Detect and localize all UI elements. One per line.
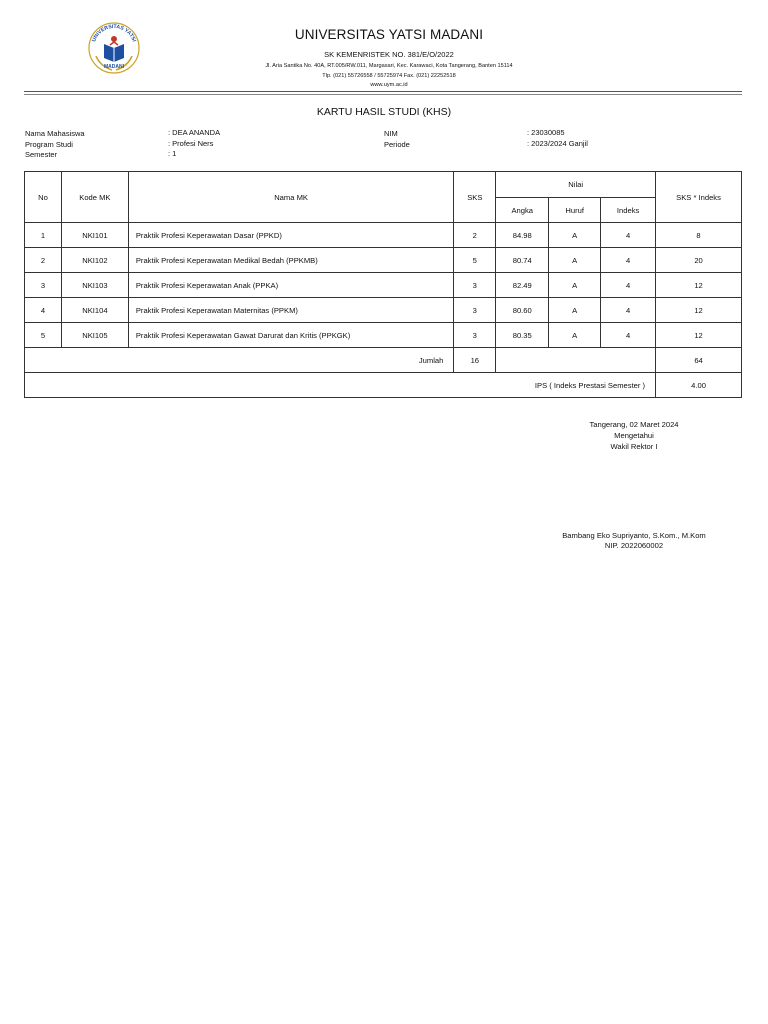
table-header-row <box>25 172 742 198</box>
header-no: No <box>25 172 62 223</box>
header-divider-secondary <box>24 94 742 95</box>
name-value: : DEA ANANDA <box>168 128 221 137</box>
cell-kode: NKI101 <box>61 223 128 248</box>
cell-no: 4 <box>25 298 62 323</box>
program-value: : Profesi Ners <box>168 138 214 148</box>
table-row <box>25 298 742 323</box>
header-kode: Kode MK <box>61 172 128 223</box>
cell-huruf: A <box>549 323 601 348</box>
cell-sks-indeks: 20 <box>656 248 742 273</box>
cell-nama: Praktik Profesi Keperawatan Gawat Darurat dan Kritis (PPKGK) <box>128 323 453 348</box>
signature-acknowledge: Mengetahui <box>614 431 654 440</box>
total-row <box>25 348 742 373</box>
cell-kode: NKI103 <box>61 273 128 298</box>
cell-angka: 80.35 <box>496 323 549 348</box>
table-row <box>25 273 742 298</box>
cell-no: 1 <box>25 223 62 248</box>
cell-sks-indeks: 12 <box>656 273 742 298</box>
total-label: Jumlah <box>25 348 454 373</box>
cell-sks: 3 <box>454 323 496 348</box>
ips-value: 4.00 <box>656 373 742 398</box>
table-row <box>25 323 742 348</box>
period-value: : 2023/2024 Ganjil <box>527 138 588 148</box>
table-row <box>25 223 742 248</box>
cell-sks-indeks: 12 <box>656 323 742 348</box>
cell-sks-indeks: 8 <box>656 223 742 248</box>
header-nilai: Nilai <box>496 172 656 198</box>
document-title: KARTU HASIL STUDI (KHS) <box>316 106 452 118</box>
cell-angka: 80.74 <box>496 248 549 273</box>
cell-angka: 82.49 <box>496 273 549 298</box>
sk-number: SK KEMENRISTEK NO. 381/E/O/2022 <box>324 50 454 59</box>
cell-nama: Praktik Profesi Keperawatan Dasar (PPKD) <box>128 223 453 248</box>
cell-sks: 2 <box>454 223 496 248</box>
nim-value: : 23030085 <box>527 128 565 137</box>
cell-huruf: A <box>549 273 601 298</box>
cell-huruf: A <box>549 223 601 248</box>
student-labels-right <box>384 129 410 150</box>
cell-kode: NKI104 <box>61 298 128 323</box>
ips-label: IPS ( Indeks Prestasi Semester ) <box>25 373 656 398</box>
table-row <box>25 248 742 273</box>
cell-indeks: 4 <box>601 223 656 248</box>
cell-angka: 84.98 <box>496 223 549 248</box>
signatory-nip: NIP. 2022060002 <box>604 541 664 550</box>
total-sks: 16 <box>454 348 496 373</box>
student-values-left <box>168 128 220 160</box>
header-sks: SKS <box>454 172 496 223</box>
university-website: www.uym.ac.id <box>370 82 408 88</box>
header-divider <box>24 91 742 92</box>
university-name: UNIVERSITAS YATSI MADANI <box>294 27 484 42</box>
signature-role: Wakil Rektor I <box>610 442 658 451</box>
ips-row <box>25 373 742 398</box>
cell-nama: Praktik Profesi Keperawatan Medikal Bedah (PPKMB) <box>128 248 453 273</box>
cell-huruf: A <box>549 248 601 273</box>
cell-sks: 3 <box>454 298 496 323</box>
header-sks-indeks: SKS * Indeks <box>656 172 742 223</box>
total-empty-cell <box>496 348 656 373</box>
nim-label: NIM <box>384 129 398 138</box>
grades-table <box>24 171 742 398</box>
student-labels-left <box>25 129 85 161</box>
signature-place-date: Tangerang, 02 Maret 2024 <box>589 420 679 429</box>
name-label: Nama Mahasiswa <box>25 129 85 138</box>
period-label: Periode <box>384 139 410 149</box>
total-sks-indeks: 64 <box>656 348 742 373</box>
cell-nama: Praktik Profesi Keperawatan Anak (PPKA) <box>128 273 453 298</box>
cell-sks: 3 <box>454 273 496 298</box>
cell-no: 5 <box>25 323 62 348</box>
semester-value: : 1 <box>168 149 177 158</box>
program-label: Program Studi <box>25 139 73 149</box>
header-indeks: Indeks <box>601 198 656 223</box>
header-huruf: Huruf <box>549 198 601 223</box>
student-values-right <box>527 128 588 149</box>
cell-angka: 80.60 <box>496 298 549 323</box>
cell-sks-indeks: 12 <box>656 298 742 323</box>
header-nama: Nama MK <box>128 172 453 223</box>
semester-label: Semester <box>25 150 58 159</box>
cell-kode: NKI105 <box>61 323 128 348</box>
cell-indeks: 4 <box>601 248 656 273</box>
cell-indeks: 4 <box>601 273 656 298</box>
cell-kode: NKI102 <box>61 248 128 273</box>
cell-indeks: 4 <box>601 298 656 323</box>
university-address: Jl. Aria Santika No. 40A, RT.005/RW.011, Margasari, Kec. Karawaci, Kota Tangerang, Banten 15114 <box>265 63 513 69</box>
header-angka: Angka <box>496 198 549 223</box>
signatory-name: Bambang Eko Supriyanto, S.Kom., M.Kom <box>562 531 706 540</box>
cell-no: 3 <box>25 273 62 298</box>
cell-sks: 5 <box>454 248 496 273</box>
cell-nama: Praktik Profesi Keperawatan Maternitas (PPKM) <box>128 298 453 323</box>
cell-no: 2 <box>25 248 62 273</box>
cell-indeks: 4 <box>601 323 656 348</box>
university-phone: Tlp. (021) 55726558 / 55725974 Fax. (021) 22252518 <box>322 73 456 79</box>
cell-huruf: A <box>549 298 601 323</box>
logo-bottom-text: MADANI <box>104 64 124 70</box>
logo-arc-text: UNIVERSITAS YATSI <box>91 23 137 43</box>
